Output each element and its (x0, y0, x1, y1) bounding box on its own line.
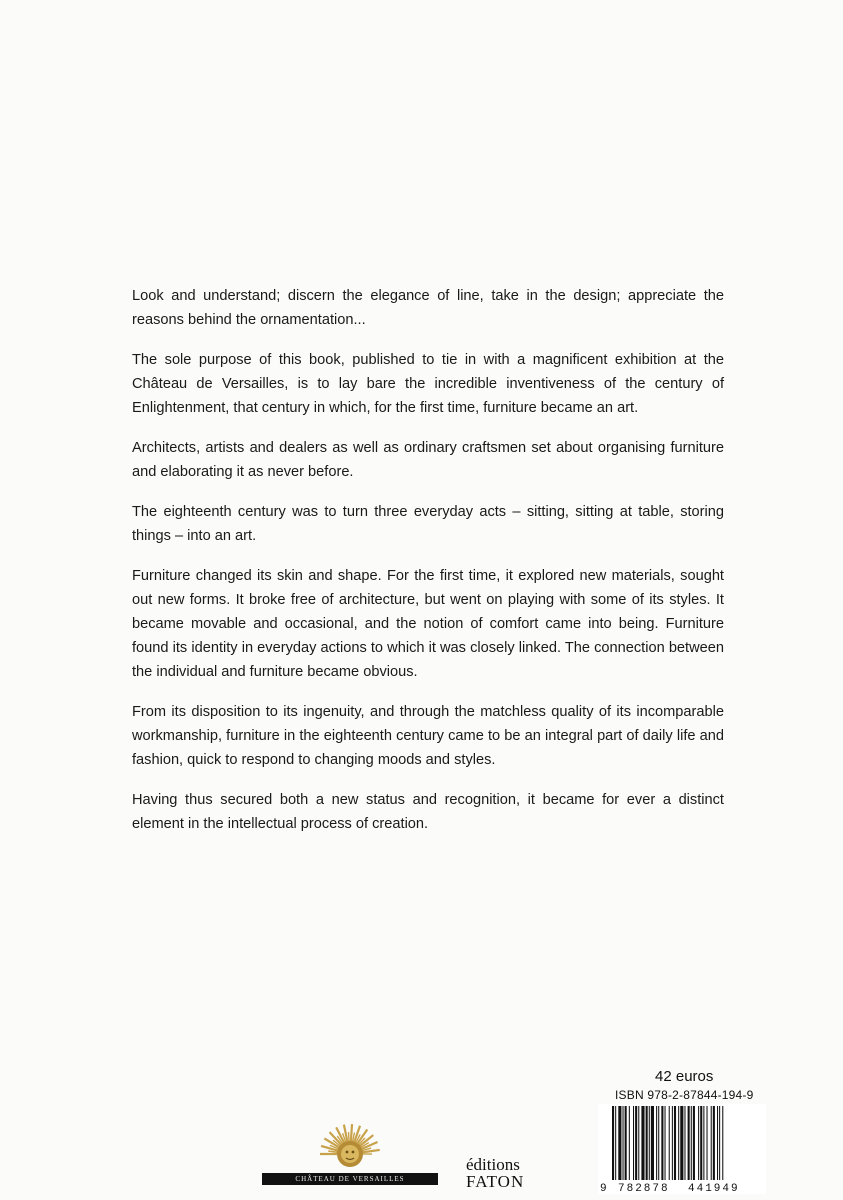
barcode-bar (707, 1106, 708, 1180)
paragraph: The eighteenth century was to turn three everyday acts – sitting, sitting at table, storing things – into an art. (132, 504, 724, 544)
barcode-bar (703, 1106, 704, 1180)
barcode-bar (700, 1106, 702, 1180)
barcode-bar (633, 1106, 634, 1180)
back-cover-text (132, 284, 724, 852)
barcode-bar (625, 1106, 627, 1180)
barcode-bar (688, 1106, 690, 1180)
barcode-bar (698, 1106, 699, 1180)
barcode-bar (618, 1106, 621, 1180)
barcode-bar (646, 1106, 648, 1180)
barcode-bar (684, 1106, 685, 1180)
barcode-bar (656, 1106, 657, 1180)
barcode-bar (669, 1106, 670, 1180)
barcode-bar (651, 1106, 654, 1180)
publisher-line-1: éditions (466, 1155, 520, 1174)
paragraph: Look and understand; discern the elegance of line, take in the design; appreciate the reasons behind the ornamentation... (132, 288, 724, 328)
barcode-bar (722, 1106, 723, 1180)
barcode-bar (635, 1106, 637, 1180)
chateau-de-versailles-logo (262, 1120, 438, 1190)
barcode-bar (661, 1106, 663, 1180)
barcode-bar (649, 1106, 650, 1180)
barcode-bar (691, 1106, 692, 1180)
barcode-bar (719, 1106, 720, 1180)
barcode-bar (678, 1106, 679, 1180)
barcode-bar (612, 1106, 614, 1180)
barcode-bar (615, 1106, 616, 1180)
paragraph: Architects, artists and dealers as well as ordinary craftsmen set about organising furniture and elaborating it as never before. (132, 440, 724, 480)
paragraph: The sole purpose of this book, published to tie in with a magnificent exhibition at the Château de Versailles, is to lay bare the incredible inventiveness of the century of Enlightenment, that century in which, for the first time, furniture became an art. (132, 352, 724, 416)
paragraph: Furniture changed its skin and shape. For the first time, it explored new materials, sought out new forms. It broke free of architecture, but went on playing with some of its styles. It became movable and occasional, and the notion of comfort came into being. Furniture found its identity in everyday actions to which it was closely linked. The connection between the individual and furniture became obvious. (132, 568, 724, 680)
price-label: 42 euros (655, 1068, 714, 1085)
barcode-bar (680, 1106, 683, 1180)
isbn-label: ISBN 978-2-87844-194-9 (615, 1088, 754, 1102)
barcode-left-digits: 782878 (618, 1183, 670, 1194)
barcode-right-digits: 441949 (688, 1183, 740, 1194)
paragraph: Having thus secured both a new status and recognition, it became for ever a distinct element in the intellectual process of creation. (132, 792, 724, 832)
barcode (598, 1104, 766, 1194)
publisher-logo (466, 1156, 524, 1190)
barcode-bar (638, 1106, 639, 1180)
sun-emblem-icon (306, 1120, 394, 1180)
barcode-bar (711, 1106, 712, 1180)
barcode-bar (672, 1106, 673, 1180)
barcode-bar (717, 1106, 718, 1180)
barcode-bar (713, 1106, 715, 1180)
versailles-label: CHÂTEAU DE VERSAILLES (262, 1173, 438, 1185)
barcode-bar (641, 1106, 644, 1180)
barcode-bar (658, 1106, 659, 1180)
barcode-bar (674, 1106, 676, 1180)
publisher-line-2: FATON (466, 1172, 525, 1191)
barcode-bar (693, 1106, 695, 1180)
sun-ray (351, 1124, 352, 1142)
barcode-bar (629, 1106, 630, 1180)
sun-ray (349, 1132, 350, 1142)
barcode-bar (665, 1106, 666, 1180)
barcode-lead-digit: 9 (600, 1183, 607, 1194)
barcode-bar (623, 1106, 624, 1180)
paragraph: From its disposition to its ingenuity, and through the matchless quality of its incomparable workmanship, furniture in the eighteenth century came to be an integral part of daily life and fashion, quick to respond to changing moods and styles. (132, 704, 724, 768)
